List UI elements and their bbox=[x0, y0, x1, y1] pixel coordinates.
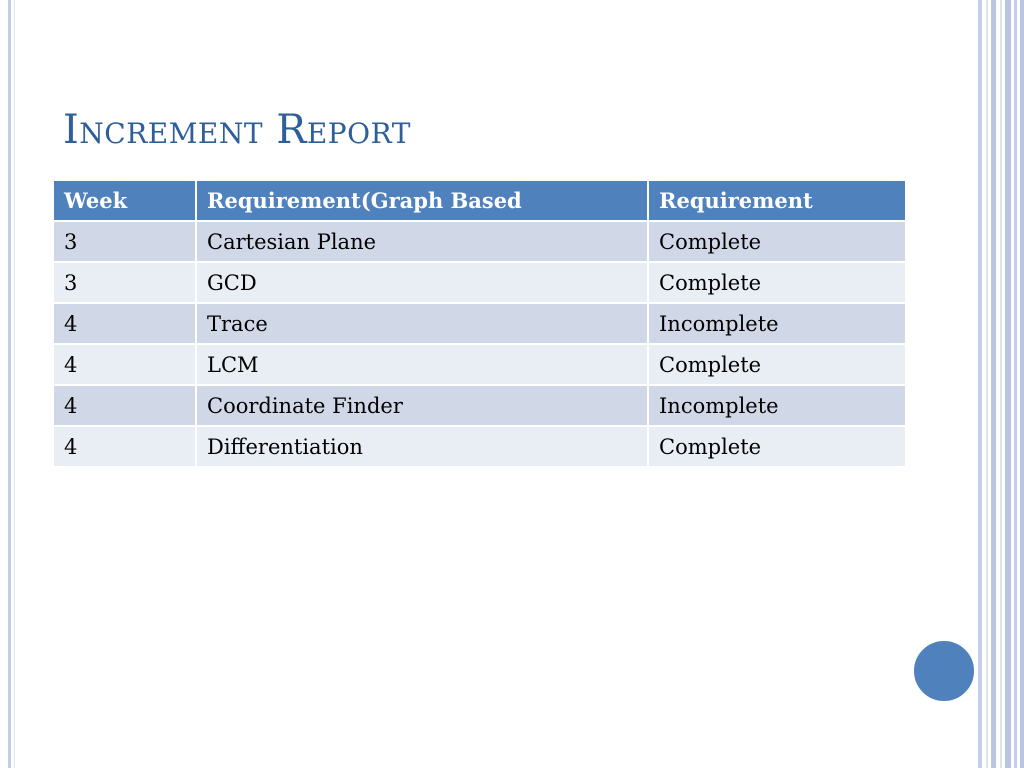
status-cell: Incomplete bbox=[648, 303, 906, 344]
week-cell: 3 bbox=[53, 221, 196, 262]
requirement-cell: LCM bbox=[196, 344, 648, 385]
status-cell: Complete bbox=[648, 262, 906, 303]
header-requirement-graph-based: Requirement(Graph Based bbox=[196, 180, 648, 221]
status-cell: Complete bbox=[648, 344, 906, 385]
status-cell: Incomplete bbox=[648, 385, 906, 426]
table-header-row bbox=[53, 180, 906, 221]
decorative-circle bbox=[913, 640, 975, 702]
right-border-band bbox=[978, 0, 1024, 768]
header-requirement: Requirement bbox=[648, 180, 906, 221]
requirement-cell: Cartesian Plane bbox=[196, 221, 648, 262]
header-week: Week bbox=[53, 180, 196, 221]
status-cell: Complete bbox=[648, 221, 906, 262]
week-cell: 4 bbox=[53, 426, 196, 467]
table-row bbox=[53, 344, 906, 385]
table-row bbox=[53, 303, 906, 344]
week-cell: 3 bbox=[53, 262, 196, 303]
week-cell: 4 bbox=[53, 303, 196, 344]
increment-report-table bbox=[52, 179, 907, 468]
table-row bbox=[53, 426, 906, 467]
table-row bbox=[53, 262, 906, 303]
requirement-cell: Trace bbox=[196, 303, 648, 344]
week-cell: 4 bbox=[53, 344, 196, 385]
week-cell: 4 bbox=[53, 385, 196, 426]
requirement-cell: Coordinate Finder bbox=[196, 385, 648, 426]
table-row bbox=[53, 221, 906, 262]
requirement-cell: Differentiation bbox=[196, 426, 648, 467]
left-border-line bbox=[8, 0, 11, 768]
left-border-thin-line bbox=[14, 0, 15, 768]
table-row bbox=[53, 385, 906, 426]
status-cell: Complete bbox=[648, 426, 906, 467]
slide-title: Increment Report bbox=[63, 107, 411, 153]
requirement-cell: GCD bbox=[196, 262, 648, 303]
